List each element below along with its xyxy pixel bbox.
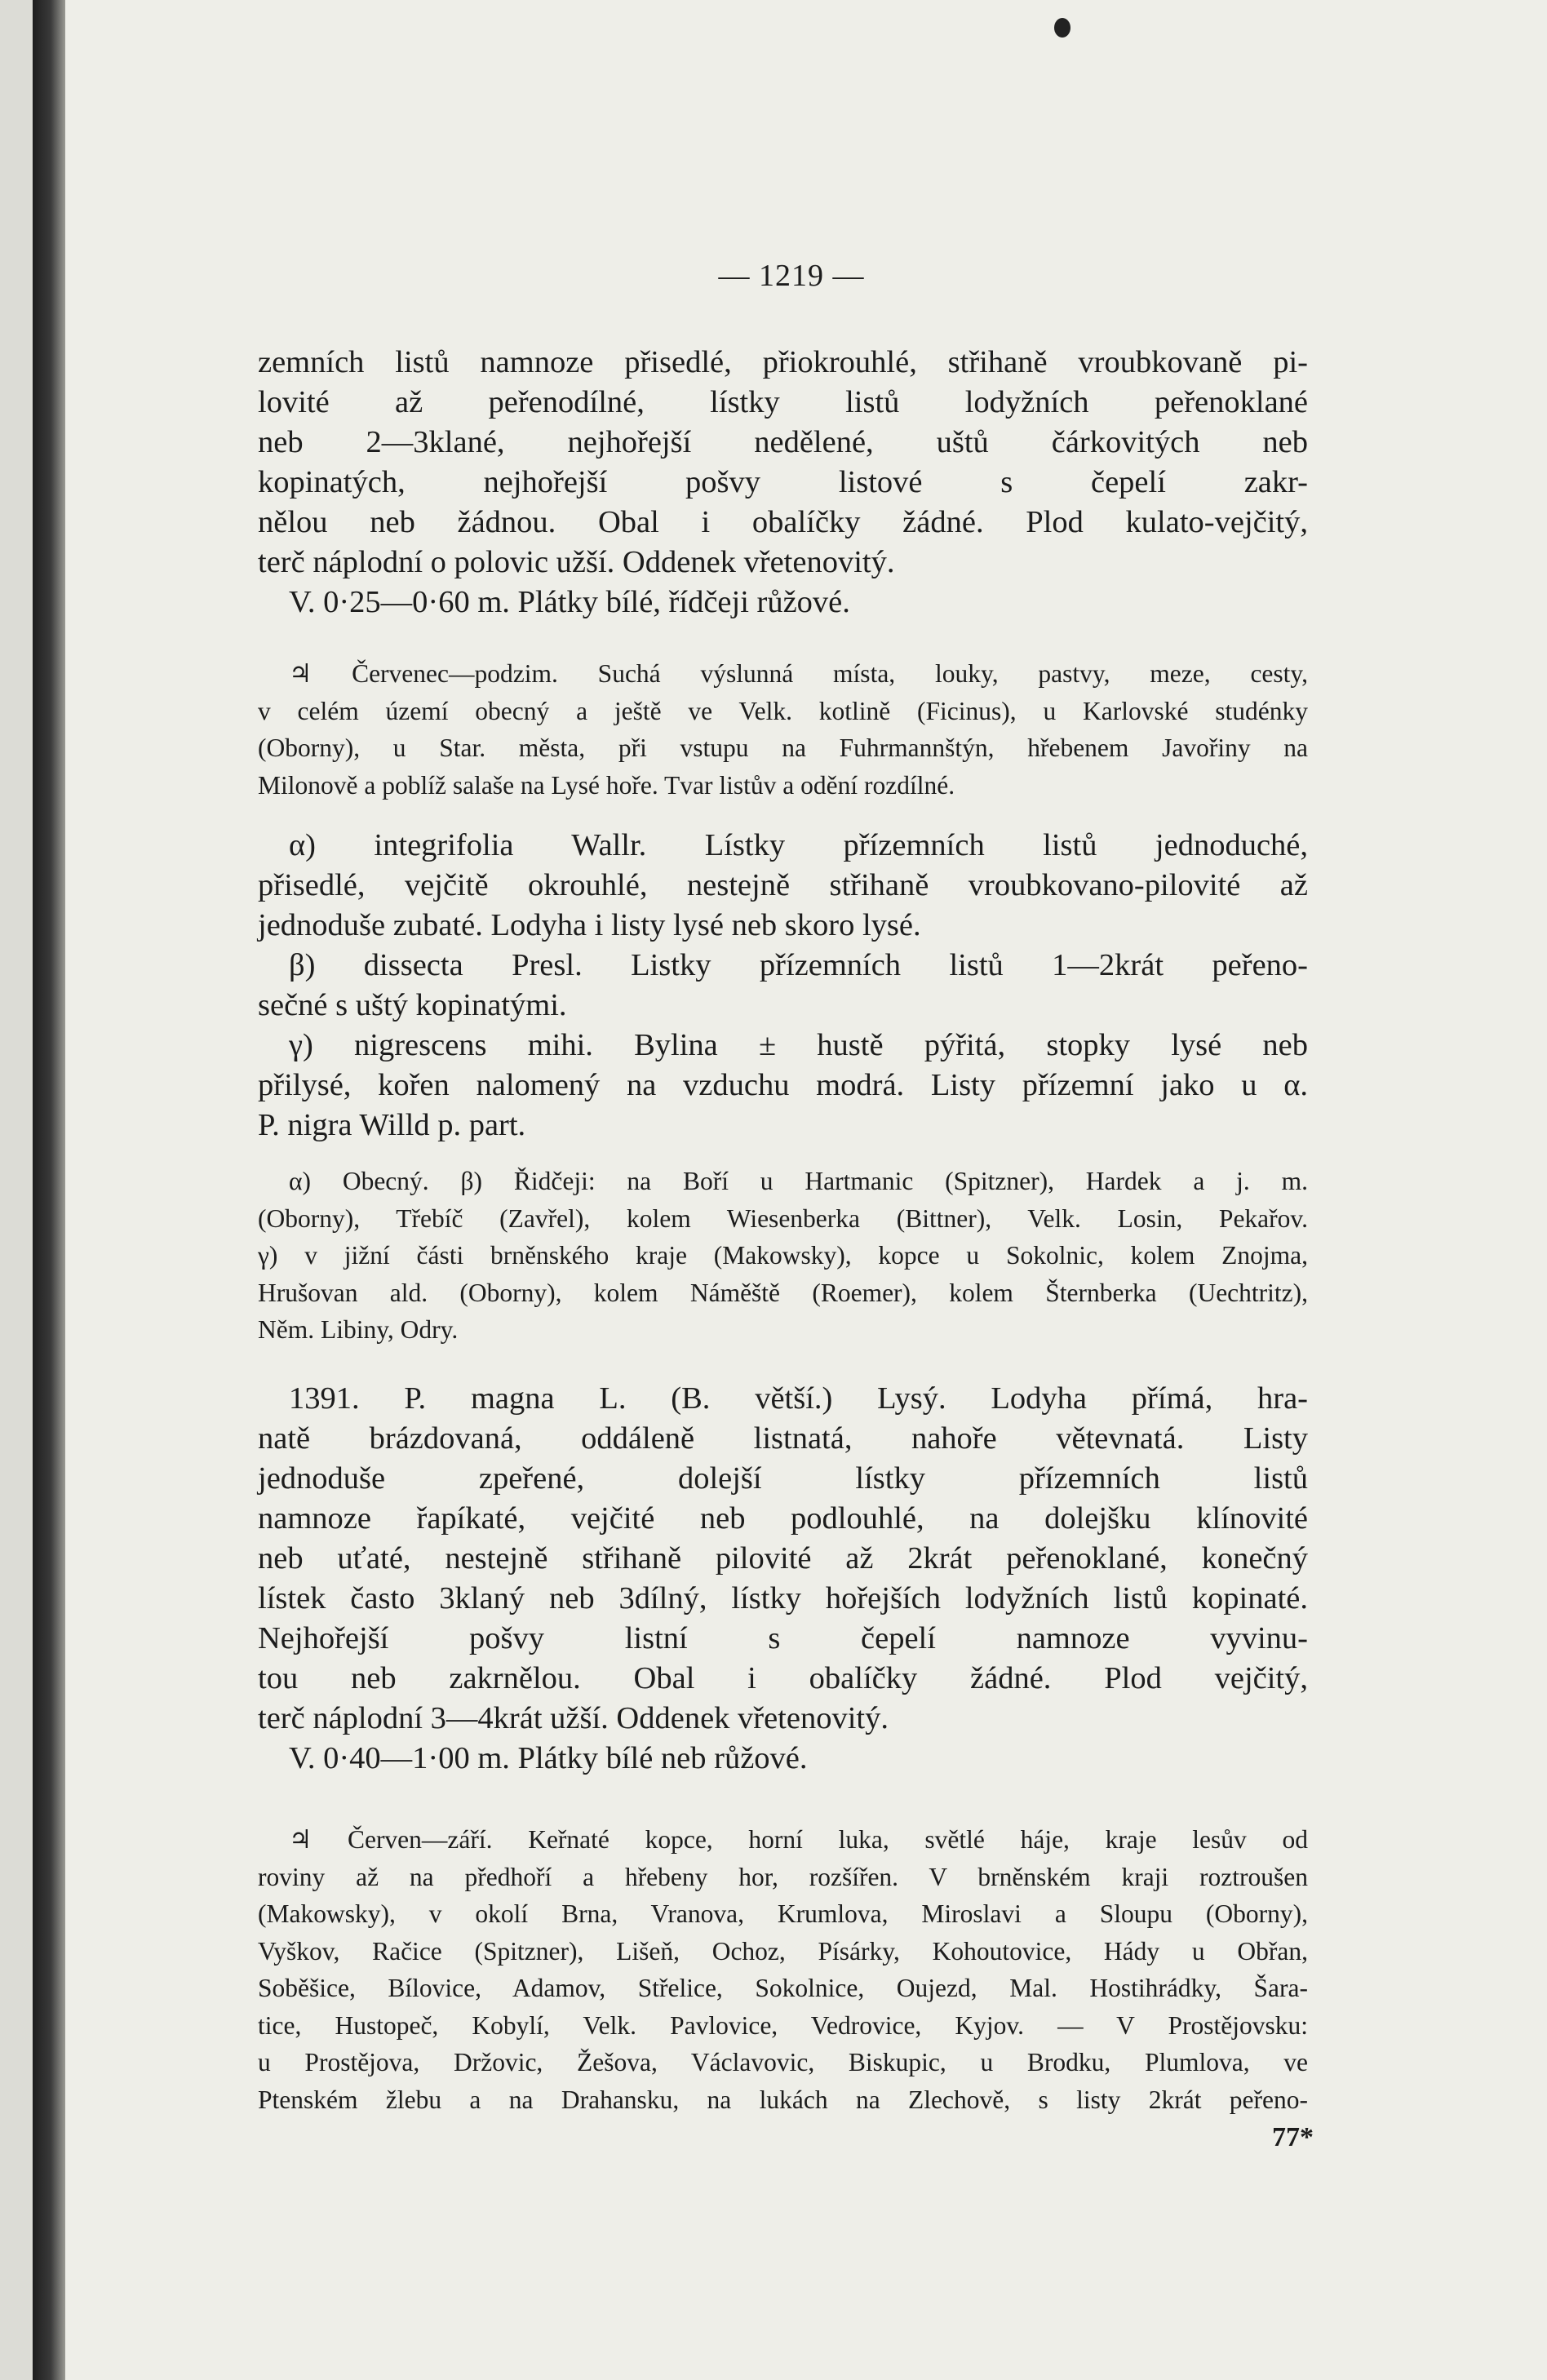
note-line: α) Obecný. β) Řidčeji: na Boří u Hartmanic (Spitzner), Hardek a j. m. xyxy=(289,1167,1308,1195)
text-line: terč náplodní o polovic užší. Oddenek vřetenovitý. xyxy=(258,545,895,579)
text-line: zemních listů namnoze přisedlé, přiokrouhlé, střihaně vroubkovaně pi- xyxy=(258,345,1308,379)
text-line: α) integrifolia Wallr. Lístky přízemních listů jednoduché, xyxy=(289,828,1308,862)
text-line: lovité až peřenodílné, lístky listů lodyžních peřenoklané xyxy=(258,385,1308,419)
note-block-1 xyxy=(258,655,1308,804)
note-line: Vyškov, Račice (Spitzner), Lišeň, Ochoz, Písárky, Kohoutovice, Hády u Obřan, xyxy=(258,1936,1308,1966)
text-line: sečné s uštý kopinatými. xyxy=(258,988,567,1022)
note-line: tice, Hustopeč, Kobylí, Velk. Pavlovice, Vedrovice, Kyjov. — V Prostějovsku: xyxy=(258,2010,1308,2040)
text-line: nělou neb žádnou. Obal i obalíčky žádné. Plod kulato-vejčitý, xyxy=(258,505,1308,539)
note-line: Milonově a poblíž salaše na Lysé hoře. Tvar listův a odění rozdílné. xyxy=(258,770,955,800)
text-line: přisedlé, vejčitě okrouhlé, nestejně střihaně vroubkovano-pilovité až xyxy=(258,868,1308,902)
note-block-2 xyxy=(258,1163,1308,1349)
text-line: Nejhořejší pošvy listní s čepelí namnoze vyvinu- xyxy=(258,1621,1308,1655)
note-block-3 xyxy=(258,1821,1308,2118)
text-line: V. 0·40—1·00 m. Plátky bílé neb růžové. xyxy=(289,1741,808,1775)
signature-mark: 77* xyxy=(1272,2122,1314,2152)
note-line: u Prostějova, Držovic, Žešova, Václavovic, Biskupic, u Brodku, Plumlova, ve xyxy=(258,2048,1308,2076)
note-line: Ptenském žlebu a na Drahansku, na lukách na Zlechově, s listy 2krát peřeno- xyxy=(258,2085,1308,2114)
page-number: — 1219 — xyxy=(718,259,865,293)
text-block-3 xyxy=(258,1379,1308,1779)
page xyxy=(33,0,1547,2380)
text-line: natě brázdovaná, oddáleně listnatá, nahoře větevnatá. Listy xyxy=(258,1421,1308,1456)
note-line: γ) v jižní části brněnského kraje (Makowsky), kopce u Sokolnic, kolem Znojma, xyxy=(258,1241,1308,1270)
note-line: (Makowsky), v okolí Brna, Vranova, Krumlova, Miroslavi a Sloupu (Oborny), xyxy=(258,1899,1308,1928)
note-line: (Oborny), Třebíč (Zavřel), kolem Wiesenberka (Bittner), Velk. Losin, Pekařov. xyxy=(258,1203,1308,1233)
text-line: γ) nigrescens mihi. Bylina ± hustě pýřitá, stopky lysé neb xyxy=(289,1028,1308,1062)
book-spine-edge xyxy=(33,0,65,2380)
note-line: (Oborny), u Star. města, při vstupu na Fuhrmannštýn, hřebenem Javořiny na xyxy=(258,734,1308,762)
note-line: Něm. Libiny, Odry. xyxy=(258,1315,459,1344)
note-line: Hrušovan ald. (Oborny), kolem Náměště (Roemer), kolem Šternberka (Uechtritz), xyxy=(258,1278,1308,1307)
text-line: terč náplodní 3—4krát užší. Oddenek vřetenovitý. xyxy=(258,1701,889,1735)
note-line: v celém území obecný a ještě ve Velk. kotlině (Ficinus), u Karlovské studénky xyxy=(258,696,1308,725)
text-line: lístek často 3klaný neb 3dílný, lístky hořejších lodyžních listů kopinaté. xyxy=(258,1581,1308,1615)
text-line: kopinatých, nejhořejší pošvy listové s čepelí zakr- xyxy=(258,465,1308,499)
text-block-1 xyxy=(258,343,1308,623)
text-line: jednoduše zubaté. Lodyha i listy lysé neb skoro lysé. xyxy=(258,908,921,942)
note-line: ♃ Červen—září. Keřnaté kopce, horní luka, světlé háje, kraje lesův od xyxy=(289,1825,1308,1854)
species-heading-line: 1391. P. magna L. (B. větší.) Lysý. Lodyha přímá, hra- xyxy=(289,1381,1308,1416)
text-line: namnoze řapíkaté, vejčité neb podlouhlé, na dolejšku klínovité xyxy=(258,1501,1308,1536)
text-line: V. 0·25—0·60 m. Plátky bílé, řídčeji růžové. xyxy=(289,585,850,619)
text-line: tou neb zakrnělou. Obal i obalíčky žádné. Plod vejčitý, xyxy=(258,1661,1308,1695)
note-line: Soběšice, Bílovice, Adamov, Střelice, Sokolnice, Oujezd, Mal. Hostihrádky, Šara- xyxy=(258,1974,1308,2002)
text-block-2 xyxy=(258,826,1308,1146)
text-line: přilysé, kořen nalomený na vzduchu modrá. Listy přízemní jako u α. xyxy=(258,1068,1308,1102)
text-line: β) dissecta Presl. Listky přízemních listů 1—2krát peřeno- xyxy=(289,948,1308,982)
text-line: jednoduše zpeřené, dolejší lístky přízemních listů xyxy=(258,1461,1308,1496)
note-line: ♃ Červenec—podzim. Suchá výslunná místa, louky, pastvy, meze, cesty, xyxy=(289,659,1308,688)
ink-spot xyxy=(1054,18,1070,38)
text-line: P. nigra Willd p. part. xyxy=(258,1108,526,1142)
text-line: neb 2—3klané, nejhořejší nedělené, uštů čárkovitých neb xyxy=(258,425,1308,459)
text-line: neb uťaté, nestejně střihaně pilovité až 2krát peřenoklané, konečný xyxy=(258,1541,1308,1576)
note-line: roviny až na předhoří a hřebeny hor, rozšířen. V brněnském kraji roztroušen xyxy=(258,1862,1308,1891)
